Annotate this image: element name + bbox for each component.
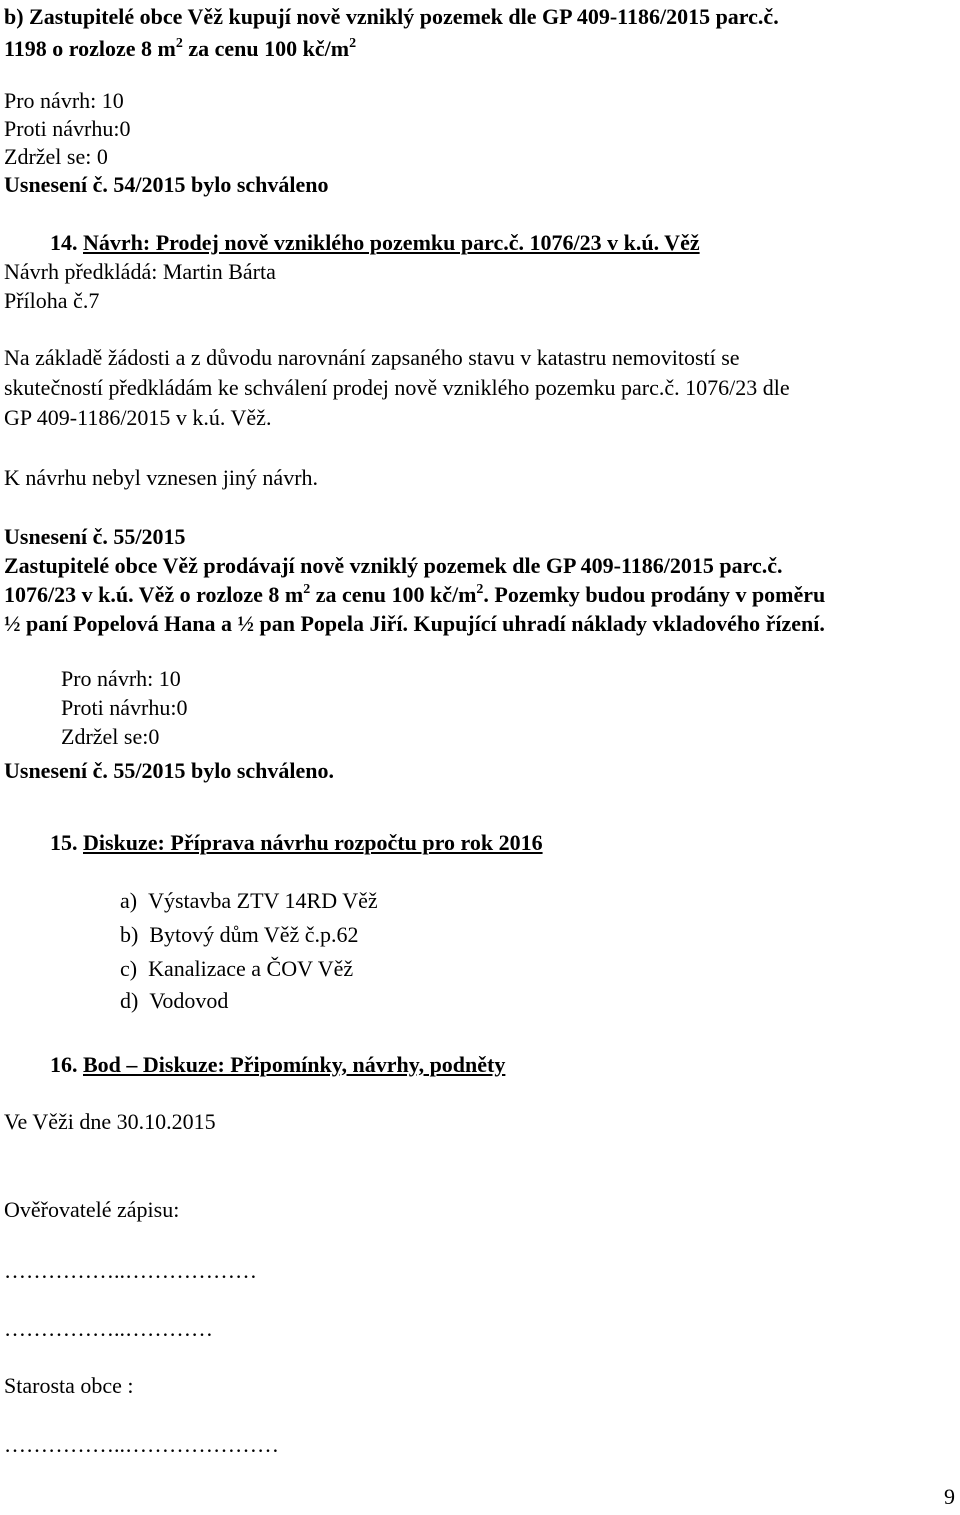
page-number: 9 bbox=[944, 1484, 955, 1509]
section-b-line1: b) Zastupitelé obce Věž kupují nově vzniklý pozemek dle GP 409-1186/2015 parc.č. bbox=[4, 4, 779, 29]
resolution-54: Usnesení č. 54/2015 bylo schváleno bbox=[4, 172, 329, 197]
list-item: d) Vodovod bbox=[120, 988, 229, 1013]
place-date: Ve Věži dne 30.10.2015 bbox=[4, 1109, 216, 1134]
vote-abstain-55: Zdržel se:0 bbox=[61, 724, 160, 749]
vote-abstain: Zdržel se: 0 bbox=[4, 144, 108, 169]
item-14-body-line3: GP 409-1186/2015 v k.ú. Věž. bbox=[4, 405, 272, 430]
list-item: b) Bytový dům Věž č.p.62 bbox=[120, 922, 359, 947]
mayor-label: Starosta obce : bbox=[4, 1373, 134, 1398]
resolution-55-approved: Usnesení č. 55/2015 bylo schváleno. bbox=[4, 758, 335, 783]
resolution-55-line2: 1076/23 v k.ú. Věž o rozloze 8 $m^2$ za cenu 100 $kč/m^2$. Pozemky budou prodány v poměru bbox=[4, 582, 826, 607]
vote-for: Pro návrh: 10 bbox=[4, 88, 124, 113]
signature-line-2: ……………..………… bbox=[4, 1316, 213, 1341]
item-14-body-line2: skutečností předkládám ke schválení prodej nově vzniklého pozemku parc.č. 1076/23 dle bbox=[4, 375, 790, 400]
resolution-55-line1: Zastupitelé obce Věž prodávají nově vzniklý pozemek dle GP 409-1186/2015 parc.č. bbox=[4, 553, 783, 578]
item-14-presenter: Návrh předkládá: Martin Bárta bbox=[4, 259, 276, 284]
resolution-55-heading: Usnesení č. 55/2015 bbox=[4, 524, 186, 549]
list-item: c) Kanalizace a ČOV Věž bbox=[120, 956, 354, 981]
item-14-heading: 14. Návrh: Prodej nově vzniklého pozemku parc.č. 1076/23 v k.ú. Věž bbox=[50, 230, 700, 255]
verifiers-label: Ověřovatelé zápisu: bbox=[4, 1197, 180, 1222]
item-14-body-line1: Na základě žádosti a z důvodu narovnání zapsaného stavu v katastru nemovitostí se bbox=[4, 345, 740, 370]
item-15-heading: 15. Diskuze: Příprava návrhu rozpočtu pro rok 2016 bbox=[50, 830, 543, 855]
vote-against: Proti návrhu:0 bbox=[4, 116, 131, 141]
item-14-attachment: Příloha č.7 bbox=[4, 288, 100, 313]
vote-for-55: Pro návrh: 10 bbox=[61, 666, 181, 691]
signature-line-3: ……………..………………… bbox=[4, 1432, 279, 1457]
section-b-line2: 1198 o rozloze 8 $m^2$ za cenu 100 $kč/m^2$ bbox=[4, 36, 357, 61]
no-other-proposal: K návrhu nebyl vznesen jiný návrh. bbox=[4, 465, 319, 490]
item-16-heading: 16. Bod – Diskuze: Připomínky, návrhy, podněty bbox=[50, 1052, 506, 1077]
resolution-55-line3: ½ paní Popelová Hana a ½ pan Popela Jiří. Kupující uhradí náklady vkladového řízení. bbox=[4, 611, 825, 636]
list-item: a) Výstavba ZTV 14RD Věž bbox=[120, 888, 378, 913]
signature-line-1: ……………..……………… bbox=[4, 1258, 257, 1283]
vote-against-55: Proti návrhu:0 bbox=[61, 695, 188, 720]
